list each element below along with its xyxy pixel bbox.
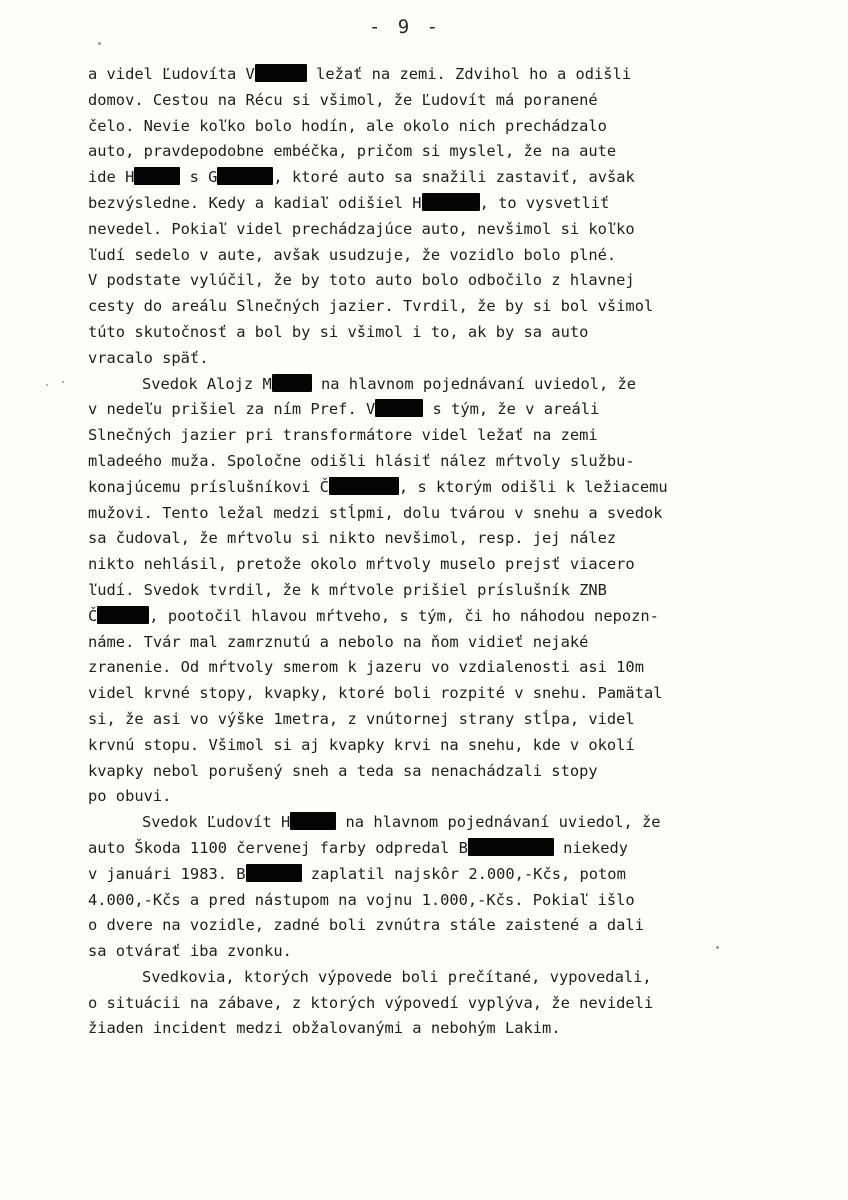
text-run: a videl Ľudovíta V — [88, 65, 255, 83]
text-run: túto skutočnosť a bol by si všimol i to, ak by sa auto — [88, 322, 589, 341]
text-run: nikto nehlásil, pretože okolo mŕtvoly muselo prejsť viacero — [88, 555, 635, 574]
text-line — [88, 217, 734, 243]
scan-speck — [46, 384, 48, 386]
scan-speck — [98, 42, 101, 45]
text-line — [88, 268, 734, 294]
text-line — [88, 165, 734, 191]
text-line — [88, 810, 734, 836]
text-line — [88, 320, 734, 346]
text-run: ide H — [88, 168, 135, 187]
text-line — [88, 294, 734, 320]
text-run: po obuvi. — [88, 787, 172, 806]
text-run: Č — [88, 606, 98, 625]
text-line — [88, 423, 734, 449]
text-line — [88, 526, 734, 552]
text-run: s tým, že v areáli — [423, 400, 600, 419]
redaction-bar — [375, 399, 423, 417]
text-run: mladeého muža. Spoločne odišli hlásiť nález mŕtvoly službu- — [88, 451, 635, 470]
text-run: o dvere na vozidle, zadné boli zvnútra stále zaistené a dali — [88, 916, 644, 935]
text-line — [88, 88, 734, 114]
text-line — [88, 913, 734, 939]
text-line — [88, 243, 734, 269]
text-line — [88, 372, 734, 398]
text-run: V podstate vylúčil, že by toto auto bolo odbočilo z hlavnej — [88, 271, 635, 290]
redaction-bar — [246, 864, 302, 882]
text-run: mužovi. Tento ležal medzi stĺpmi, dolu tvárou v snehu a svedok — [88, 503, 663, 522]
text-run: auto, pravdepodobne embéčka, pričom si myslel, že na aute — [88, 142, 617, 161]
text-line — [88, 784, 734, 810]
text-run: zranenie. Od mŕtvoly smerom k jazeru vo vzdialenosti asi 10m — [88, 658, 644, 677]
text-run: náme. Tvár mal zamrznutú a nebolo na ňom vidieť nejaké — [88, 632, 589, 651]
text-line — [88, 501, 734, 527]
text-line — [88, 578, 734, 604]
text-run: Svedkovia, ktorých výpovede boli prečítané, vypovedali, — [142, 967, 652, 986]
text-run: 4.000,-Kčs a pred nástupom na vojnu 1.000,-Kčs. Pokiaľ išlo — [88, 890, 635, 909]
text-run: si, že asi vo výške 1metra, z vnútornej strany stĺpa, videl — [88, 709, 635, 728]
text-run: sa čudoval, že mŕtvolu si nikto nevšimol, resp. jej nález — [88, 529, 617, 548]
text-line — [88, 888, 734, 914]
text-run: v januári 1983. B — [88, 864, 246, 883]
text-run: krvnú stopu. Všimol si aj kvapky krvi na snehu, kde v okolí — [88, 735, 635, 754]
text-line — [88, 449, 734, 475]
redaction-bar — [97, 606, 149, 624]
text-line — [88, 655, 734, 681]
text-line — [88, 552, 734, 578]
text-line — [88, 862, 734, 888]
text-run: , to vysvetliť — [479, 193, 610, 212]
redaction-bar — [217, 167, 273, 185]
text-line — [88, 346, 734, 372]
text-run: cesty do areálu Slnečných jazier. Tvrdil, že by si bol všimol — [88, 297, 654, 316]
text-run: kvapky nebol porušený sneh a teda sa nenachádzali stopy — [88, 761, 598, 780]
text-run: ľudí. Svedok tvrdil, že k mŕtvole prišiel príslušník ZNB — [88, 580, 607, 599]
text-run: s G — [180, 168, 218, 187]
redaction-bar — [290, 812, 336, 830]
text-line — [88, 991, 734, 1017]
text-line — [88, 139, 734, 165]
text-run: zaplatil najskôr 2.000,-Kčs, potom — [301, 864, 626, 883]
redaction-bar — [134, 167, 180, 185]
text-run: ležať na zemi. Zdvihol ho a odišli — [306, 65, 632, 83]
text-run: videl krvné stopy, kvapky, ktoré boli rozpité v snehu. Pamätal — [88, 684, 663, 703]
text-run: Svedok Ľudovít H — [142, 813, 291, 832]
text-run: sa otvárať iba zvonku. — [88, 942, 292, 961]
text-run: niekedy — [553, 838, 629, 857]
text-run: auto Škoda 1100 červenej farby odpredal B — [88, 838, 468, 857]
text-line — [88, 475, 734, 501]
text-line — [88, 759, 734, 785]
text-line — [88, 939, 734, 965]
text-run: , pootočil hlavou mŕtveho, s tým, či ho náhodou nepozn- — [149, 606, 659, 625]
text-run: na hlavnom pojednávaní uviedol, že — [311, 374, 637, 393]
text-run: ľudí sedelo v aute, avšak usudzuje, že vozidlo bolo plné. — [88, 245, 617, 264]
scan-speck — [716, 946, 719, 949]
body-text — [88, 62, 734, 1042]
text-run: domov. Cestou na Récu si všimol, že Ľudovít má poranené — [88, 90, 598, 109]
redaction-bar — [422, 193, 480, 211]
text-run: Slnečných jazier pri transformátore videl ležať na zemi — [88, 426, 598, 445]
redaction-bar — [272, 374, 312, 392]
text-line — [88, 733, 734, 759]
text-line — [88, 836, 734, 862]
text-run: o situácii na zábave, z ktorých výpovedí vyplýva, že nevideli — [88, 993, 654, 1012]
redaction-bar — [329, 477, 399, 495]
text-run: konajúcemu príslušníkovi Č — [88, 477, 329, 496]
text-run: Svedok Alojz M — [142, 374, 272, 393]
text-line — [88, 191, 734, 217]
text-line — [88, 681, 734, 707]
scan-speck — [62, 381, 64, 383]
text-run: žiaden incident medzi obžalovanými a nebohým Lakim. — [88, 1019, 561, 1038]
text-run: , ktoré auto sa snažili zastaviť, avšak — [273, 168, 635, 187]
text-run: vracalo späť. — [88, 348, 209, 367]
text-line — [88, 62, 734, 88]
text-run: na hlavnom pojednávaní uviedol, že — [336, 813, 661, 832]
redaction-bar — [255, 64, 307, 82]
text-run: bezvýsledne. Kedy a kadiaľ odišiel H — [88, 193, 422, 212]
text-run: nevedel. Pokiaľ videl prechádzajúce auto, nevšimol si koľko — [88, 219, 635, 238]
text-run: v nedeľu prišiel za ním Pref. V — [88, 400, 376, 419]
redaction-bar — [468, 838, 554, 856]
text-run: , s ktorým odišli k ležiacemu — [398, 477, 668, 496]
page-number: - 9 - — [368, 16, 442, 38]
text-line — [88, 397, 734, 423]
text-line — [88, 1016, 734, 1042]
text-line — [88, 965, 734, 991]
text-line — [88, 114, 734, 140]
text-run: čelo. Nevie koľko bolo hodín, ale okolo nich prechádzalo — [88, 116, 607, 135]
text-line — [88, 707, 734, 733]
text-line — [88, 604, 734, 630]
text-line — [88, 630, 734, 656]
